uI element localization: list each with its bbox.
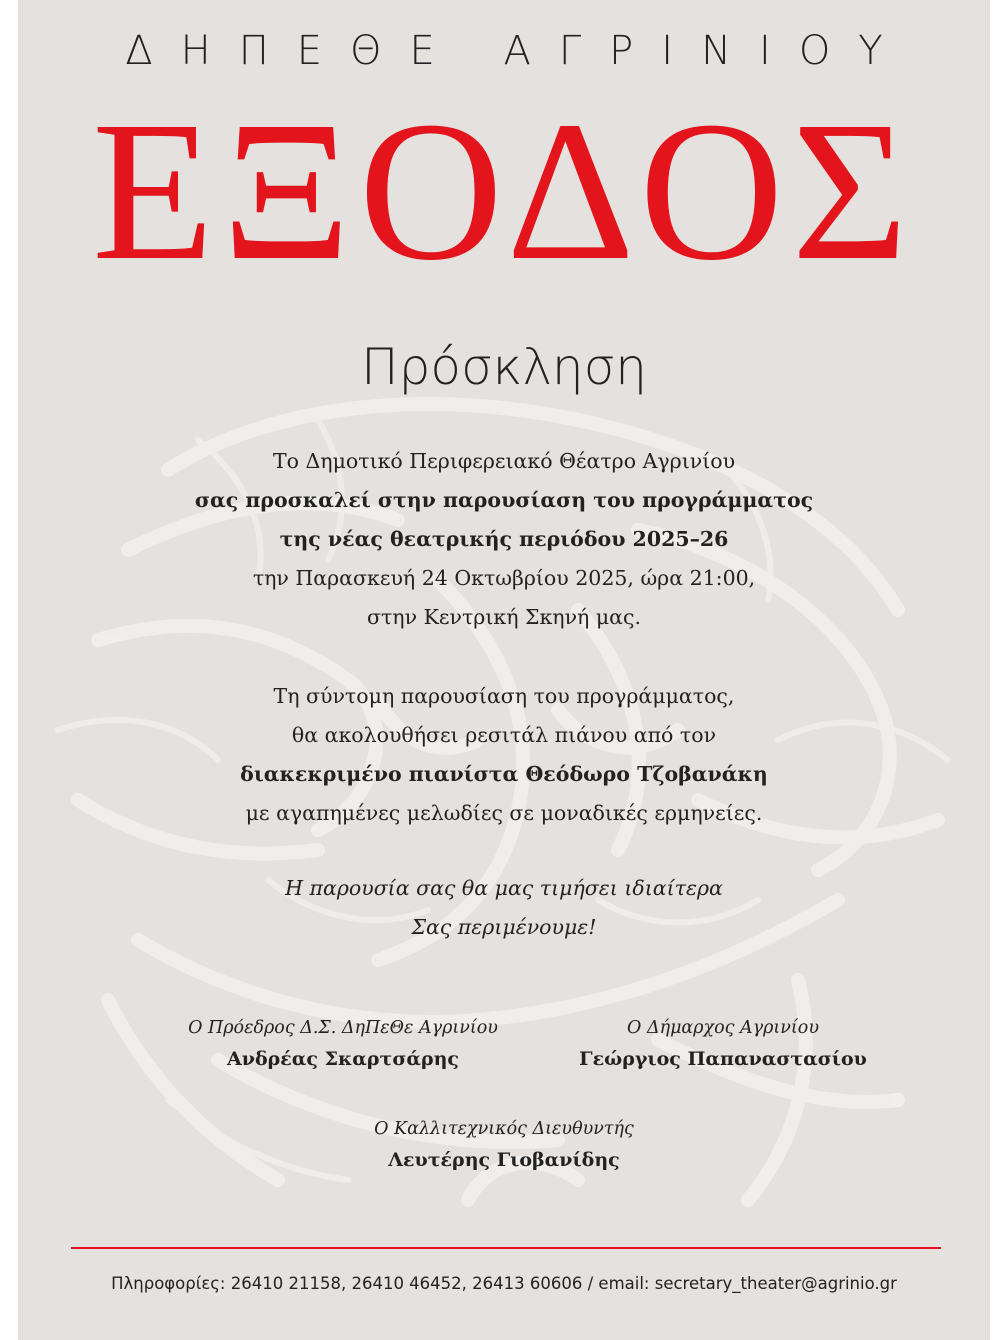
signature-mayor [533,1013,913,1075]
text-line: στην Κεντρική Σκηνή μας. [366,605,642,629]
invitation-closing [18,869,990,947]
text-line: σας προσκαλεί στην παρουσίαση του προγράμματος [194,488,814,512]
text-line: με αγαπημένες μελωδίες σε μοναδικές ερμηνείες. [245,801,763,825]
signature-role: Ο Δήμαρχος Αγρινίου [627,1018,819,1038]
text-line: της νέας θεατρικής περιόδου 2025–26 [279,527,729,551]
signature-role: Ο Πρόεδρος Δ.Σ. ΔηΠεΘε Αγρινίου [188,1018,498,1038]
signature-role: Ο Καλλιτεχνικός Διευθυντής [374,1119,634,1139]
text-line: Η παρουσία σας θα μας τιμήσει ιδιαίτερα [285,876,723,900]
signature-artistic-director [308,1114,700,1176]
text-line: την Παρασκευή 24 Οκτωβρίου 2025, ώρα 21:00, [252,566,756,590]
signature-name: Ανδρέας Σκαρτσάρης [227,1048,459,1070]
title-exodos: ΕΞΟΔΟΣ [91,81,917,302]
contact-info: Πληροφορίες: 26410 21158, 26410 46452, 26413 60606 / email: secretary_theater@agrinio.gr [111,1274,897,1293]
invitation-paragraph-1 [18,442,990,637]
signature-president [148,1013,538,1075]
text-line: Τη σύντομη παρουσίαση του προγράμματος, [273,684,735,708]
signature-name: Λευτέρης Γιοβανίδης [388,1149,620,1171]
footer-divider [71,1247,941,1249]
signature-name: Γεώργιος Παπαναστασίου [579,1048,867,1070]
text-line: θα ακολουθήσει ρεσιτάλ πιάνου από τον [291,723,717,747]
text-line: διακεκριμένο πιανίστα Θεόδωρο Τζοβανάκη [240,762,768,786]
invitation-page [18,0,990,1340]
text-line: Σας περιμένουμε! [411,915,597,939]
organization-name: ΔΗΠΕΘΕ ΑΓΡΙΝΙΟΥ [125,28,911,74]
text-line: Το Δημοτικό Περιφερειακό Θέατρο Αγρινίου [272,449,736,473]
invitation-paragraph-2 [18,677,990,833]
invitation-heading: Πρόσκληση [361,338,647,396]
